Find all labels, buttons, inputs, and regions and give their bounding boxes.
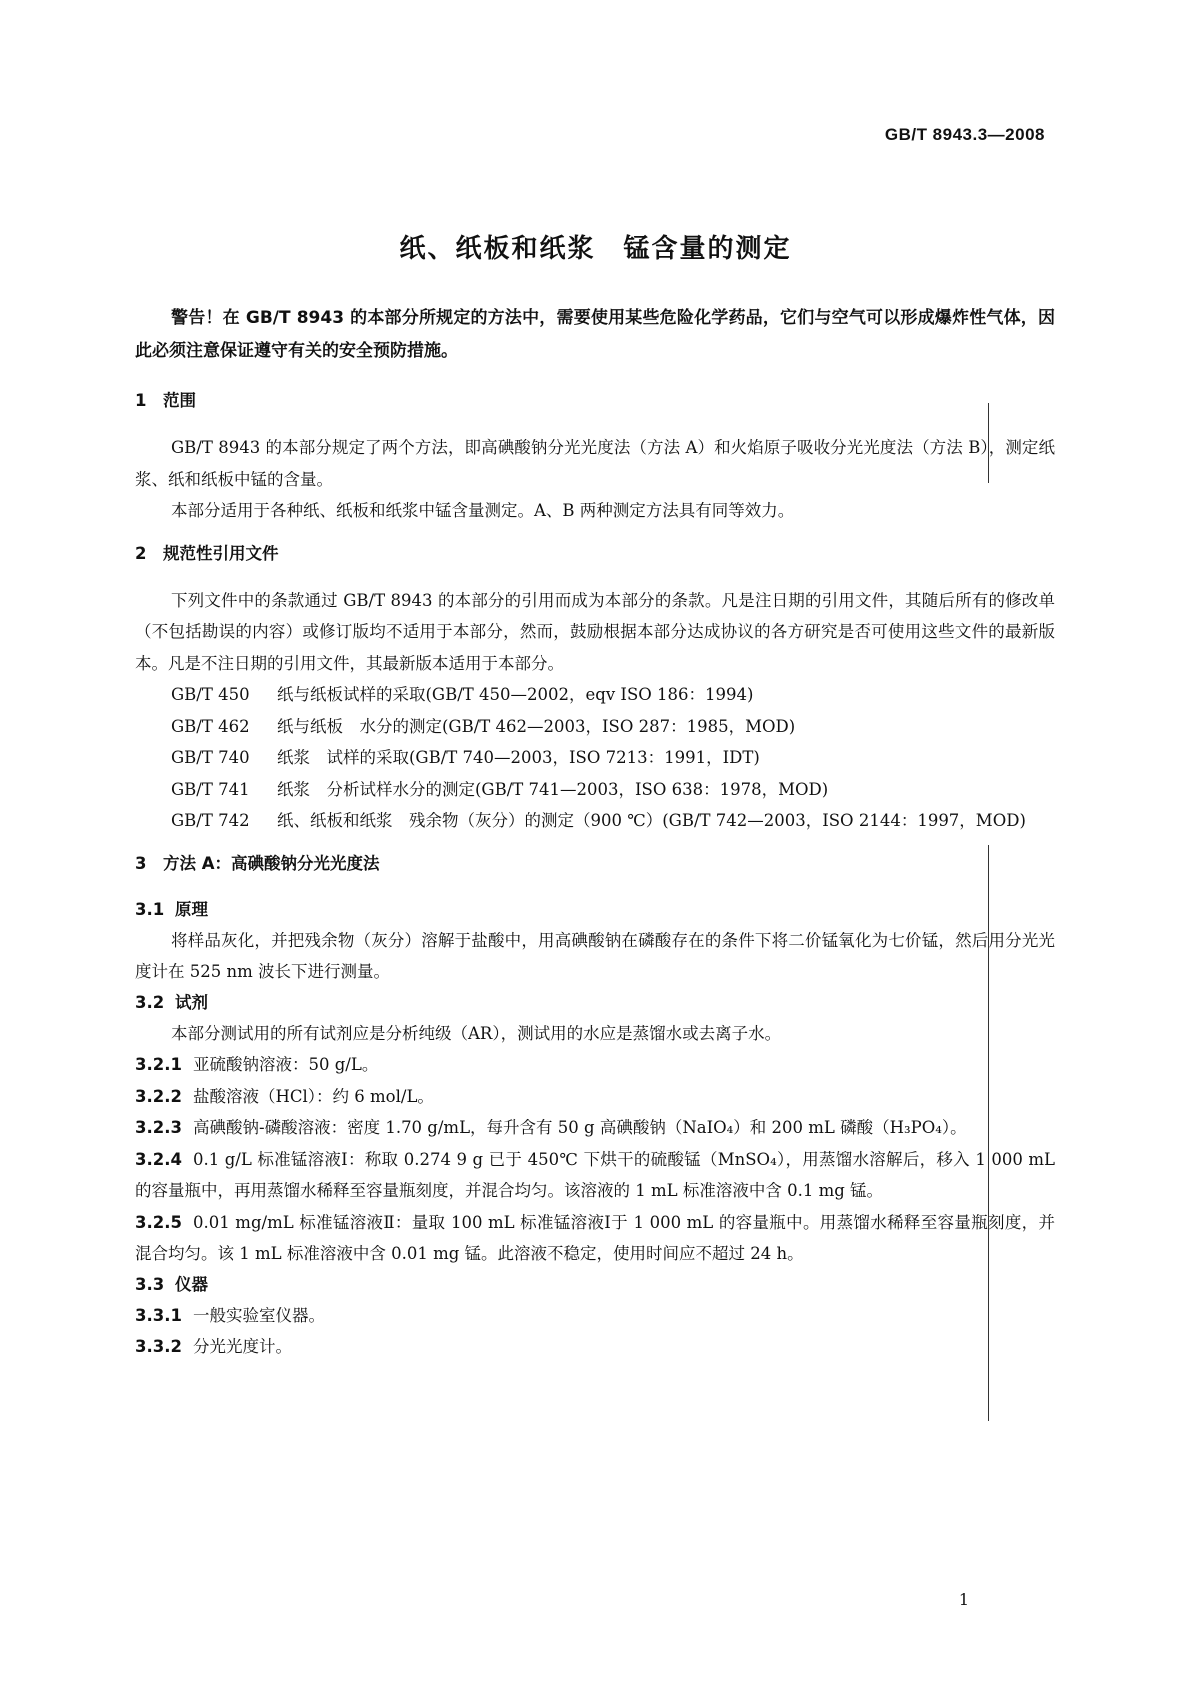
- reference-title: 纸、纸板和纸浆 残余物（灰分）的测定（900 ℃）(GB/T 742—2003，ISO 2144：1997，MOD): [277, 811, 1026, 830]
- section-2-heading: [135, 539, 1055, 569]
- section-number: 2: [135, 543, 147, 563]
- subsection-title: 仪器: [175, 1274, 208, 1294]
- clause-text: 一般实验室仪器。: [193, 1305, 325, 1325]
- clause-text: 0.1 g/L 标准锰溶液Ⅰ：称取 0.274 9 g 已于 450℃ 下烘干的硫酸锰（MnSO₄），用蒸馏水溶解后，移入 1 000 mL 的容量瓶中，再用蒸馏水稀释至容量瓶刻度，并混合均匀。该溶液的 1 mL 标准溶液中含 0.1 mg 锰。: [135, 1149, 1055, 1200]
- subsection-number: 3.3: [135, 1274, 165, 1294]
- reagents-intro: 本部分测试用的所有试剂应是分析纯级（AR），测试用的水应是蒸馏水或去离子水。: [171, 1023, 782, 1043]
- reference-code: GB/T 740: [171, 748, 250, 767]
- section-number: 3: [135, 853, 147, 873]
- section-title: 方法 A：高碘酸钠分光光度法: [163, 853, 380, 873]
- reference-code: GB/T 741: [171, 779, 250, 799]
- subsection-3-2-heading: [135, 988, 1055, 1018]
- clause-number: 3.2.5: [135, 1212, 182, 1232]
- clause-text: 高碘酸钠-磷酸溶液：密度 1.70 g/mL，每升含有 50 g 高碘酸钠（NaIO₄）和 200 mL 磷酸（H₃PO₄）。: [193, 1118, 967, 1137]
- standard-code: GB/T 8943.3—2008: [884, 125, 1045, 144]
- section-title: 范围: [163, 391, 196, 410]
- clause-item: [135, 1081, 1055, 1113]
- reference-title: 纸与纸板 水分的测定(GB/T 462—2003，ISO 287：1985，MOD): [277, 716, 796, 736]
- principle-paragraph: 将样品灰化，并把残余物（灰分）溶解于盐酸中，用高碘酸钠在磷酸存在的条件下将二价锰氧化为七价锰，然后用分光光度计在 525 nm 波长下进行测量。: [135, 930, 1055, 981]
- section-1-heading: [135, 386, 1055, 416]
- subsection-number: 3.1: [135, 899, 165, 919]
- clause-text: 盐酸溶液（HCl）：约 6 mol/L。: [193, 1086, 434, 1106]
- document-body: [135, 302, 1055, 1363]
- safety-warning: 警告！在 GB/T 8943 的本部分所规定的方法中，需要使用某些危险化学药品，它们与空气可以形成爆炸性气体，因此必须注意保证遵守有关的安全预防措施。: [135, 308, 1055, 361]
- subsection-3-3-heading: [135, 1270, 1055, 1300]
- section-title: 规范性引用文件: [163, 543, 279, 563]
- clause-number: 3.2.1: [135, 1055, 182, 1074]
- reference-item: [135, 805, 1055, 837]
- clause-text: 亚硫酸钠溶液：50 g/L。: [193, 1055, 379, 1074]
- reference-item: [135, 774, 1055, 806]
- section-number: 1: [135, 391, 147, 410]
- clause-number: 3.2.4: [135, 1149, 182, 1169]
- scope-paragraph: GB/T 8943 的本部分规定了两个方法，即高碘酸钠分光光度法（方法 A）和火焰原子吸收分光光度法（方法 B），测定纸浆、纸和纸板中锰的含量。: [135, 438, 1055, 489]
- subsection-title: 原理: [175, 899, 208, 919]
- reference-title: 纸浆 分析试样水分的测定(GB/T 741—2003，ISO 638：1978，MOD): [277, 779, 829, 799]
- references-intro: 下列文件中的条款通过 GB/T 8943 的本部分的引用而成为本部分的条款。凡是注日期的引用文件，其随后所有的修改单（不包括勘误的内容）或修订版均不适用于本部分，然而，鼓励根据本部分达成协议的各方研究是否可使用这些文件的最新版本。凡是不注日期的引用文件，其最新版本适用于本部分。: [135, 590, 1055, 673]
- clause-number: 3.2.3: [135, 1118, 182, 1137]
- scope-applicability: 本部分适用于各种纸、纸板和纸浆中锰含量测定。A、B 两种测定方法具有同等效力。: [171, 501, 795, 520]
- subsection-number: 3.2: [135, 992, 165, 1012]
- reference-code: GB/T 450: [171, 685, 250, 704]
- reference-title: 纸与纸板试样的采取(GB/T 450—2002，eqv ISO 186：1994): [277, 685, 754, 704]
- section-3-heading: [135, 849, 1055, 879]
- subsection-title: 试剂: [175, 992, 208, 1012]
- clause-item: [135, 1300, 1055, 1332]
- clause-number: 3.3.1: [135, 1305, 182, 1325]
- clause-item: [135, 1049, 1055, 1081]
- clause-number: 3.2.2: [135, 1086, 182, 1106]
- clause-item: [135, 1207, 1055, 1270]
- subsection-3-1-heading: [135, 895, 1055, 925]
- document-title: 纸、纸板和纸浆 锰含量的测定: [399, 234, 792, 264]
- reference-item: [135, 742, 1055, 774]
- clause-number: 3.3.2: [135, 1337, 182, 1356]
- clause-item: [135, 1144, 1055, 1207]
- clause-text: 0.01 mg/mL 标准锰溶液Ⅱ：量取 100 mL 标准锰溶液Ⅰ于 1 000 mL 的容量瓶中。用蒸馏水稀释至容量瓶刻度，并混合均匀。该 1 mL 标准溶液中含 0.01 mg 锰。此溶液不稳定，使用时间应不超过 24 h。: [135, 1212, 1055, 1263]
- reference-code: GB/T 742: [171, 811, 250, 830]
- reference-title: 纸浆 试样的采取(GB/T 740—2003，ISO 7213：1991，IDT): [277, 748, 760, 767]
- reference-item: [135, 711, 1055, 743]
- clause-text: 分光光度计。: [193, 1337, 292, 1356]
- reference-item: [135, 679, 1055, 711]
- clause-item: [135, 1331, 1055, 1363]
- clause-item: [135, 1112, 1055, 1144]
- reference-code: GB/T 462: [171, 716, 250, 736]
- page-number: 1: [958, 1590, 969, 1609]
